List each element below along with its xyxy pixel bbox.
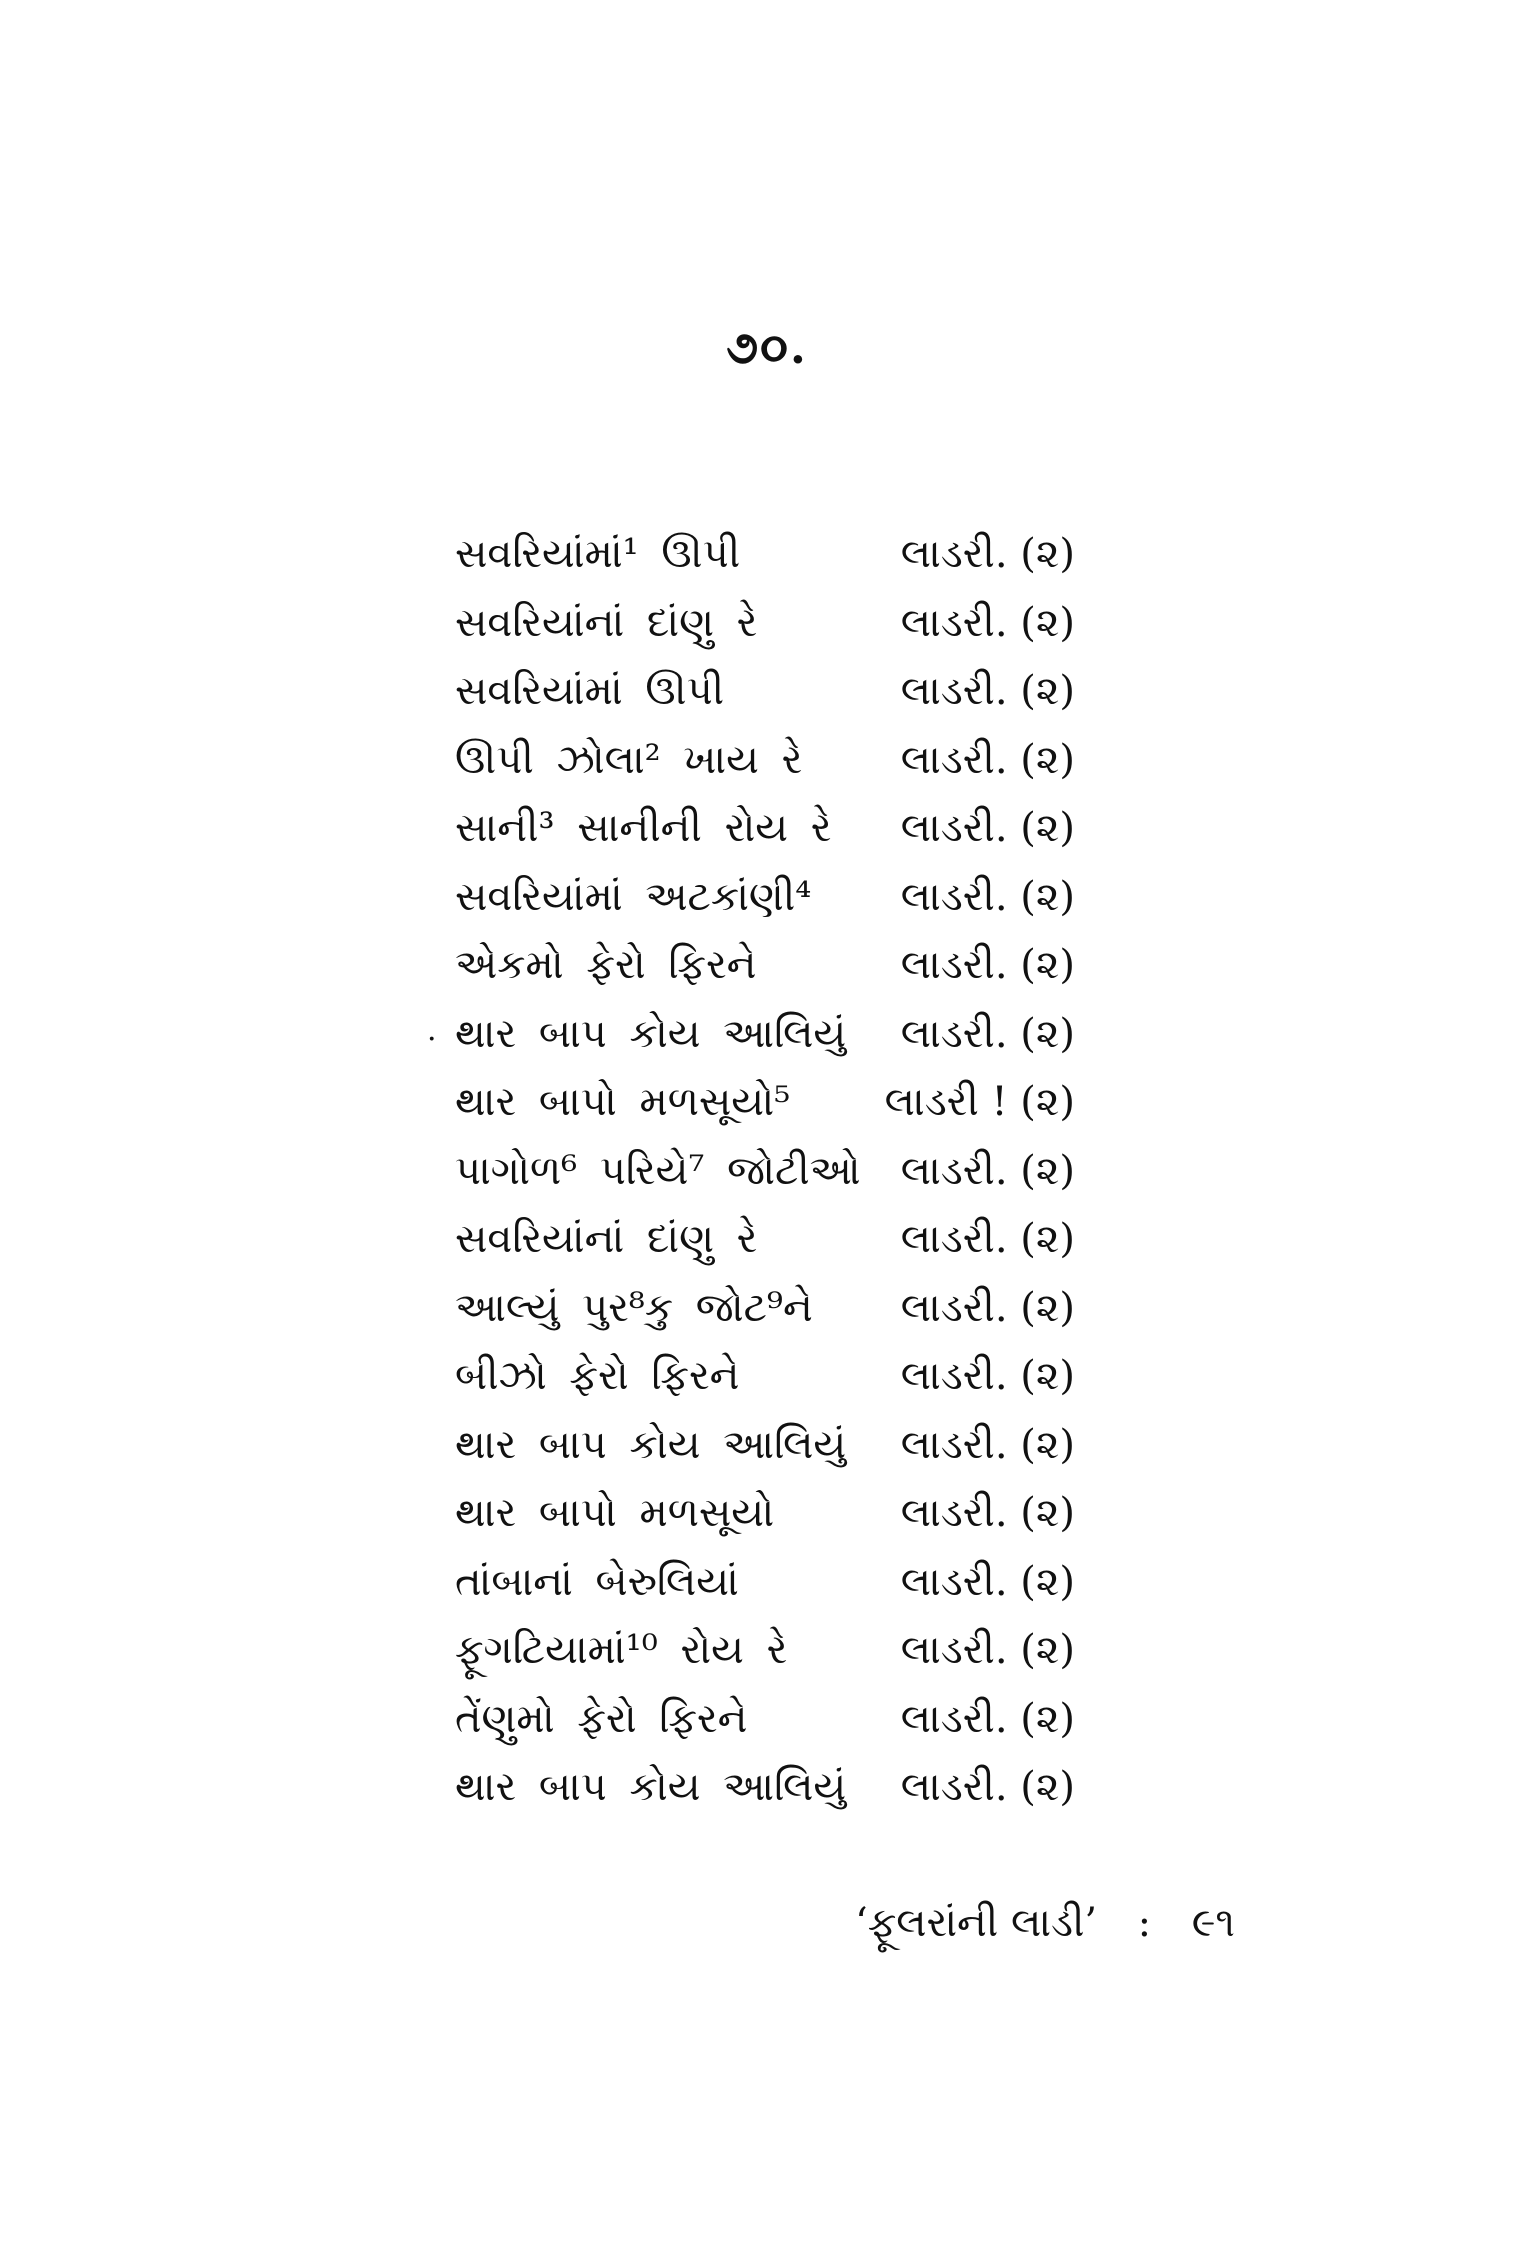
- verse-line: [455, 1205, 1075, 1274]
- verse-refrain: લાડરી. (૨): [900, 1284, 1075, 1331]
- verse-text: સવરિયાંમાં¹ ઊપી: [455, 531, 741, 578]
- verse-line: [455, 1000, 1075, 1069]
- verse-line: [455, 1753, 1075, 1822]
- verse-refrain: લાડરી. (૨): [900, 1147, 1075, 1194]
- verse-text: તાંબાનાં બેરુલિયાં: [455, 1558, 739, 1605]
- verse-line: [455, 794, 1075, 863]
- verse-line: [455, 863, 1075, 932]
- verse-text: સવરિયાંમાં ઊપી: [455, 668, 725, 715]
- margin-mark: ·: [427, 1022, 437, 1057]
- verse-line: [455, 520, 1075, 589]
- verse-text: થાર બાપ કોય આલિયું: [455, 1010, 847, 1057]
- verse-line: [455, 1411, 1075, 1480]
- page-footer: [855, 1900, 1235, 1946]
- footer-separator: :: [1137, 1900, 1152, 1946]
- verse-refrain: લાડરી. (૨): [900, 736, 1075, 783]
- verse-line: [455, 1137, 1075, 1206]
- verse-refrain: લાડરી. (૨): [900, 1627, 1075, 1674]
- section-number: ૭૦.: [726, 320, 808, 374]
- verse-line: [455, 1479, 1075, 1548]
- verse-list: [455, 520, 1075, 1822]
- verse-line: [455, 657, 1075, 726]
- verse-text: સાની³ સાનીની રોય રે: [455, 805, 832, 852]
- verse-refrain: લાડરી. (૨): [900, 1353, 1075, 1400]
- verse-refrain: લાડરી. (૨): [900, 1010, 1075, 1057]
- verse-refrain: લાડરી. (૨): [900, 942, 1075, 989]
- verse-text: સવરિયાંમાં અટકાંણી⁴: [455, 873, 812, 920]
- verse-text: એકમો ફેરો ફિરને: [455, 942, 757, 989]
- verse-refrain: લાડરી. (૨): [900, 873, 1075, 920]
- verse-line: [455, 1616, 1075, 1685]
- verse-text: આલ્યું પુર⁸કુ જોટ⁹ને: [455, 1284, 813, 1331]
- book-title: ‘ફૂલરાંની લાડી’: [855, 1900, 1098, 1946]
- verse-text: થાર બાપો મળસૂયો: [455, 1490, 775, 1537]
- verse-refrain: લાડરી. (૨): [900, 1695, 1075, 1742]
- verse-refrain: લાડરી ! (૨): [884, 1079, 1075, 1126]
- verse-line: [455, 1342, 1075, 1411]
- verse-line: [455, 1548, 1075, 1617]
- verse-line: [455, 1068, 1075, 1137]
- verse-refrain: લાડરી. (૨): [900, 1421, 1075, 1468]
- verse-text: ઊપી ઝોલા² ખાય રે: [455, 736, 803, 783]
- verse-refrain: લાડરી. (૨): [900, 599, 1075, 646]
- verse-text: ફૂગટિયામાં¹⁰ રોય રે: [455, 1627, 788, 1674]
- verse-text: સવરિયાંનાં દાંણુ રે: [455, 599, 758, 646]
- verse-refrain: લાડરી. (૨): [900, 668, 1075, 715]
- verse-text: પાગોળ⁶ પરિયે⁷ જોટીઓ: [455, 1147, 861, 1194]
- verse-line: [455, 589, 1075, 658]
- verse-text: થાર બાપ કોય આલિયું: [455, 1421, 847, 1468]
- verse-refrain: લાડરી. (૨): [900, 805, 1075, 852]
- verse-line: [455, 1274, 1075, 1343]
- verse-line: [455, 1685, 1075, 1754]
- verse-refrain: લાડરી. (૨): [900, 1764, 1075, 1811]
- page-number: ૯૧: [1191, 1900, 1235, 1946]
- verse-text: થાર બાપો મળસૂયો⁵: [455, 1079, 791, 1126]
- verse-refrain: લાડરી. (૨): [900, 1490, 1075, 1537]
- verse-refrain: લાડરી. (૨): [900, 1216, 1075, 1263]
- verse-text: થાર બાપ કોય આલિયું: [455, 1764, 847, 1811]
- verse-text: સવરિયાંનાં દાંણુ રે: [455, 1216, 758, 1263]
- verse-refrain: લાડરી. (૨): [900, 531, 1075, 578]
- verse-text: બીઝો ફેરો ફિરને: [455, 1353, 740, 1400]
- verse-line: [455, 931, 1075, 1000]
- verse-refrain: લાડરી. (૨): [900, 1558, 1075, 1605]
- verse-text: તેંણુમો ફેરો ફિરને: [455, 1695, 748, 1742]
- verse-line: [455, 726, 1075, 795]
